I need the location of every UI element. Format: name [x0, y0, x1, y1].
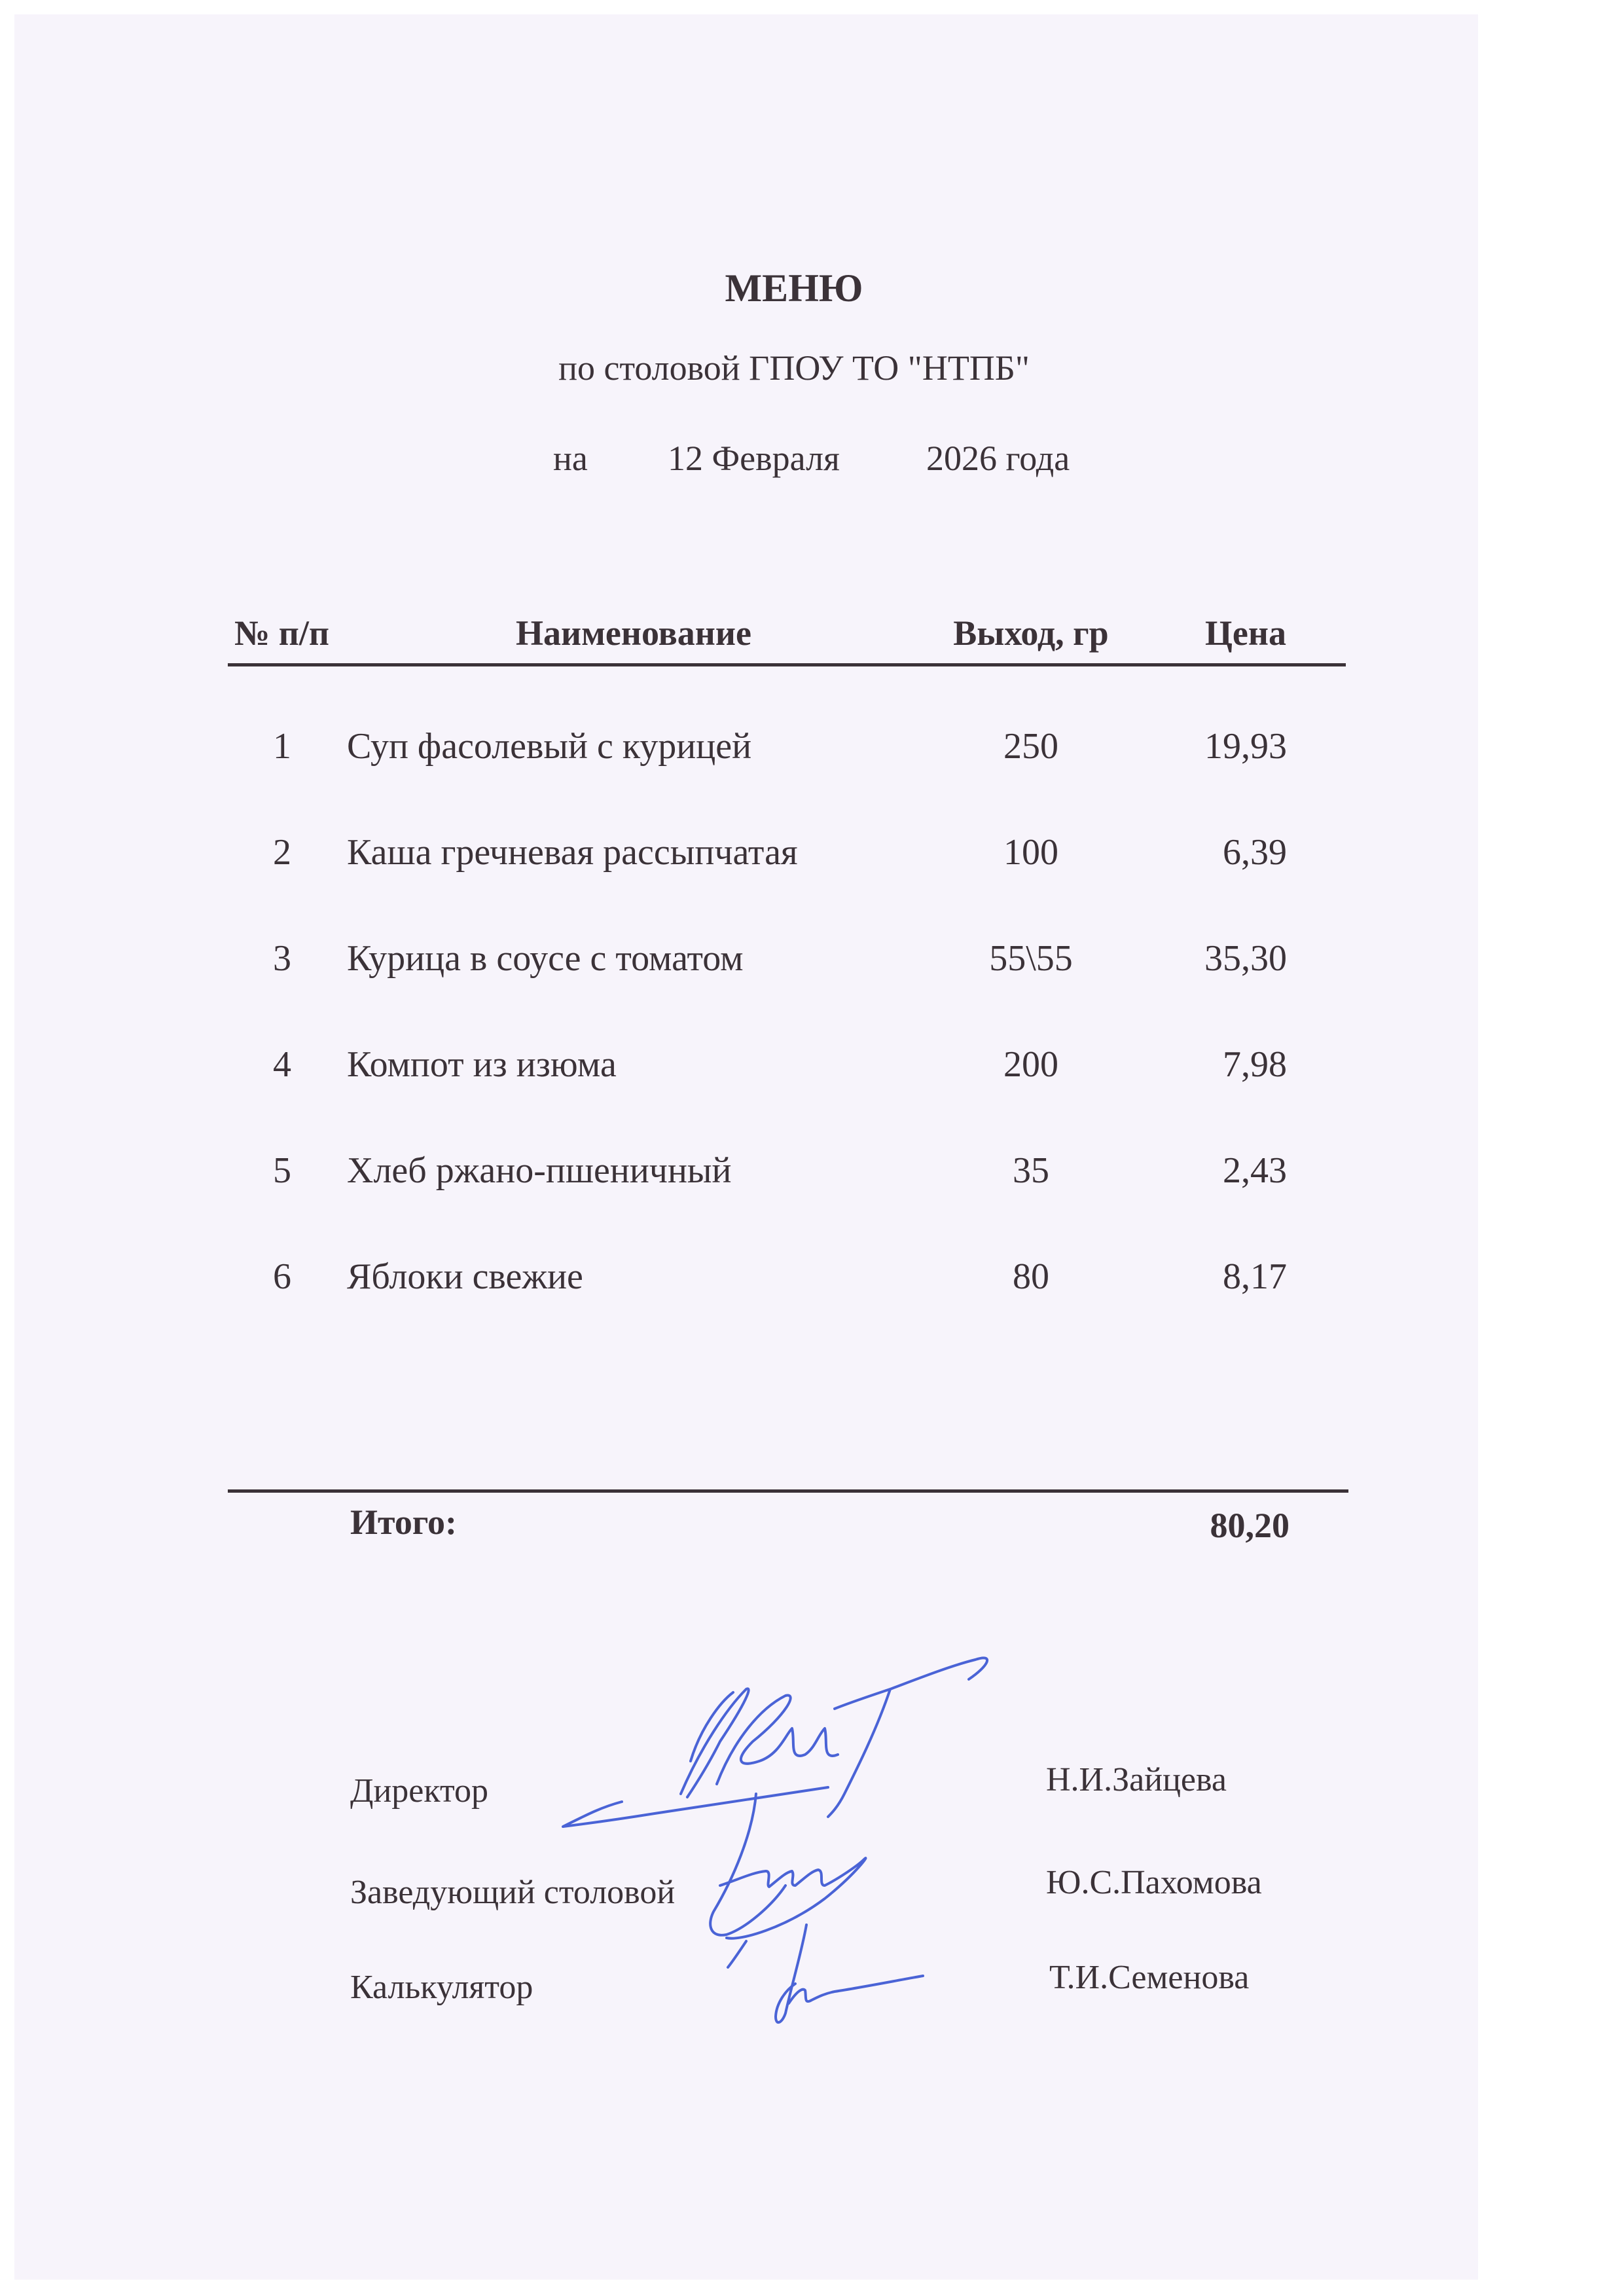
row-yield: 35	[1013, 1150, 1049, 1191]
row-yield: 55\55	[989, 938, 1073, 979]
document-subtitle: по столовой ГПОУ ТО "НТПБ"	[558, 348, 1030, 388]
row-dish-name: Каша гречневая рассыпчатая	[347, 832, 798, 873]
signature-name-canteen-head: Ю.С.Пахомова	[1046, 1864, 1262, 1901]
row-number: 2	[273, 832, 291, 873]
document-title: МЕНЮ	[725, 266, 863, 310]
row-price: 2,43	[1223, 1150, 1287, 1191]
row-dish-name: Яблоки свежие	[347, 1256, 583, 1297]
total-value: 80,20	[1210, 1506, 1290, 1545]
row-yield: 250	[1003, 726, 1058, 767]
row-price: 19,93	[1204, 726, 1287, 767]
total-label: Итого:	[350, 1503, 457, 1542]
row-number: 5	[273, 1150, 291, 1191]
row-number: 4	[273, 1044, 291, 1085]
row-number: 3	[273, 938, 291, 979]
row-yield: 200	[1003, 1044, 1058, 1085]
row-number: 6	[273, 1256, 291, 1297]
row-number: 1	[273, 726, 291, 767]
signature-canteen-head-mark	[710, 1794, 865, 1967]
signature-director-mark	[563, 1658, 987, 1827]
row-dish-name: Суп фасолевый с курицей	[347, 726, 752, 767]
row-price: 7,98	[1223, 1044, 1287, 1085]
signature-calculator-mark	[776, 1925, 923, 2022]
header-name: Наименование	[516, 613, 751, 653]
date-prefix: на	[553, 439, 588, 478]
signature-name-director: Н.И.Зайцева	[1046, 1761, 1227, 1798]
row-dish-name: Компот из изюма	[347, 1044, 617, 1085]
signature-role-calculator: Калькулятор	[350, 1969, 533, 2006]
row-dish-name: Хлеб ржано-пшеничный	[347, 1150, 732, 1191]
row-price: 6,39	[1223, 832, 1287, 873]
date-day-month: 12 Февраля	[668, 439, 840, 478]
header-number: № п/п	[234, 613, 329, 653]
header-price: Цена	[1204, 613, 1286, 653]
row-yield: 80	[1013, 1256, 1049, 1297]
date-year: 2026 года	[926, 439, 1070, 478]
signature-name-calculator: Т.И.Семенова	[1049, 1959, 1250, 1996]
header-yield: Выход, гр	[953, 613, 1109, 653]
row-price: 35,30	[1204, 938, 1287, 979]
signature-role-director: Директор	[350, 1772, 488, 1810]
row-yield: 100	[1003, 832, 1058, 873]
row-price: 8,17	[1223, 1256, 1287, 1297]
signature-role-canteen-head: Заведующий столовой	[350, 1874, 676, 1911]
row-dish-name: Курица в соусе с томатом	[347, 938, 744, 979]
